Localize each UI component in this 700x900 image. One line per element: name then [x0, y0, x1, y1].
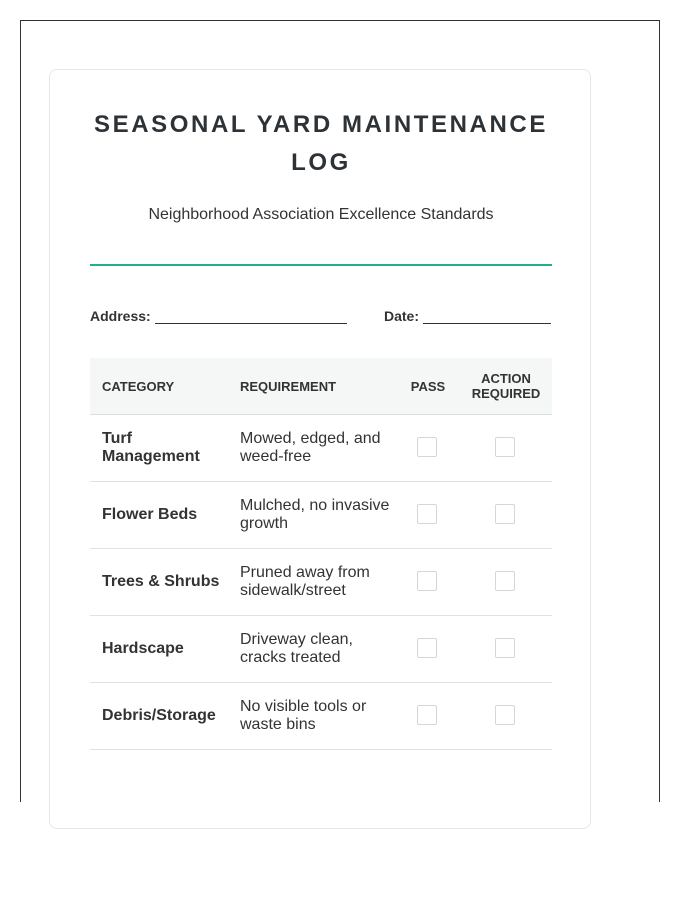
- row-requirement: Mowed, edged, and weed-free: [240, 430, 381, 465]
- page-subtitle: Neighborhood Association Excellence Standards: [148, 206, 494, 223]
- table-row: [90, 482, 552, 549]
- address-field[interactable]: [90, 308, 347, 324]
- table-row: [90, 549, 552, 616]
- header-requirement: REQUIREMENT: [240, 378, 337, 394]
- address-blank-line[interactable]: [155, 323, 347, 324]
- date-blank-line[interactable]: [423, 323, 551, 324]
- row-category: Flower Beds: [102, 506, 198, 523]
- row-category: Turf Management: [102, 430, 200, 465]
- date-field[interactable]: [384, 308, 551, 324]
- header-category: CATEGORY: [102, 378, 175, 394]
- action-required-checkbox[interactable]: [495, 638, 515, 658]
- row-category: Hardscape: [102, 640, 184, 657]
- header-pass: PASS: [410, 378, 446, 394]
- action-required-checkbox[interactable]: [495, 437, 515, 457]
- row-requirement: Driveway clean, cracks treated: [240, 631, 353, 666]
- maintenance-table: [90, 358, 552, 750]
- table-row: [90, 415, 552, 482]
- date-label: Date:: [384, 308, 420, 324]
- pass-checkbox[interactable]: [417, 638, 437, 658]
- pass-checkbox[interactable]: [417, 571, 437, 591]
- row-category: Trees & Shrubs: [102, 573, 220, 590]
- row-category: Debris/Storage: [102, 707, 216, 724]
- pass-checkbox[interactable]: [417, 437, 437, 457]
- pass-checkbox[interactable]: [417, 504, 437, 524]
- header-action-required: [462, 358, 550, 414]
- action-required-checkbox[interactable]: [495, 504, 515, 524]
- table-row: [90, 683, 552, 750]
- header-action-line2: REQUIRED: [471, 386, 541, 401]
- row-requirement: No visible tools or waste bins: [240, 698, 367, 733]
- address-label: Address:: [90, 308, 151, 324]
- accent-divider: [90, 264, 552, 266]
- action-required-checkbox[interactable]: [495, 705, 515, 725]
- header-action-line1: ACTION: [481, 371, 531, 386]
- pass-checkbox[interactable]: [417, 705, 437, 725]
- form-card: [49, 69, 591, 829]
- page-title: SEASONAL YARD MAINTENANCE LOG: [94, 111, 548, 176]
- table-header: [90, 358, 552, 415]
- row-requirement: Mulched, no invasive growth: [240, 497, 390, 532]
- row-requirement: Pruned away from sidewalk/street: [240, 564, 370, 599]
- table-row: [90, 616, 552, 683]
- action-required-checkbox[interactable]: [495, 571, 515, 591]
